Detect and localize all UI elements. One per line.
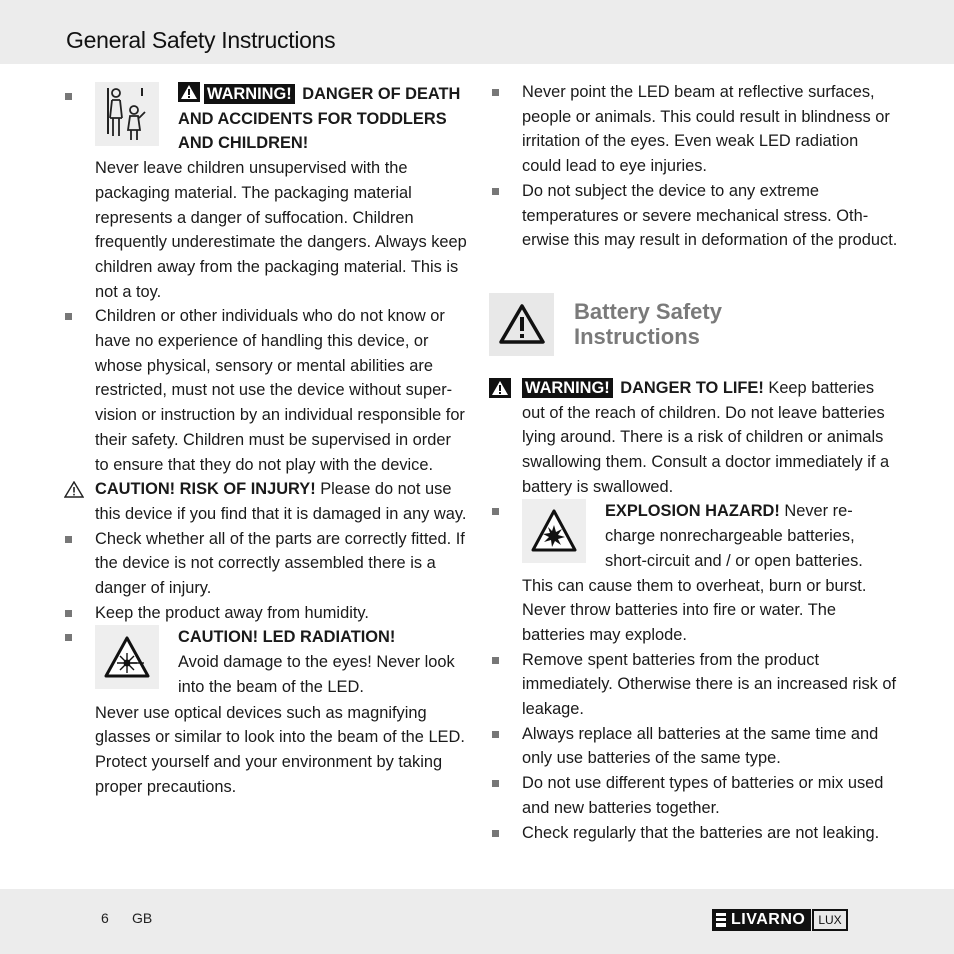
logo-mark-icon — [716, 913, 726, 927]
explosion-item — [489, 499, 901, 647]
led-radiation-item — [62, 625, 468, 799]
list-item — [489, 722, 901, 771]
battery-section-heading — [489, 293, 901, 356]
list-item — [62, 304, 468, 477]
bullet — [65, 313, 72, 320]
warning-triangle-icon — [178, 82, 200, 102]
warning-label: WARNING! — [204, 84, 295, 104]
list-item-text: Keep the product away from humidity. — [95, 603, 369, 622]
warning-triangle-icon — [489, 378, 511, 398]
logo-sub: LUX — [812, 909, 847, 931]
bullet — [492, 508, 499, 515]
page-footer — [0, 889, 954, 954]
list-item — [62, 601, 468, 626]
bullet — [492, 657, 499, 664]
list-item — [489, 179, 901, 253]
led-body: Avoid damage to the eyes! Never look into the beam of the LED. — [178, 653, 455, 696]
list-item — [489, 648, 901, 722]
warning-title: DANGER TO LIFE! — [620, 378, 764, 397]
right-column — [489, 80, 901, 845]
list-item — [62, 527, 468, 601]
caution-injury-item — [62, 477, 468, 526]
section-title-line2: Instructions — [574, 324, 700, 350]
warning-label: WARNING! — [522, 378, 613, 398]
explosion-title: EXPLOSION HAZARD! — [605, 502, 780, 521]
list-item — [489, 80, 901, 179]
section-title: Battery Safety — [574, 299, 722, 325]
caution-triangle-icon — [64, 481, 84, 498]
bullet — [492, 830, 499, 837]
list-item-text: Remove spent batteries from the product immediately. Otherwise there is an increased risk of leakage. — [522, 650, 897, 719]
explosion-hazard-icon — [522, 499, 586, 563]
caution-body: Please do not use this device if you find that it is damaged in any way. — [95, 480, 467, 523]
explosion-body: Never re-charge nonrechargeable batteries, short-circuit and / or open batteries. — [605, 502, 863, 570]
warning-body: Keep batteries out of the reach of children. Do not leave batteries lying around. There is a risk of children or animals swallowing them. Consult a doctor immediately if a battery is swallowed. — [522, 378, 890, 496]
bullet — [65, 634, 72, 641]
warning-battery-item — [489, 376, 901, 500]
led-title: CAUTION! LED RADIATION! — [178, 628, 396, 647]
left-column — [62, 80, 468, 799]
bullet — [492, 188, 499, 195]
explosion-body-continued: This can cause them to overheat, burn or burst. Never throw batteries into fire or water. The batteries may explode. — [522, 576, 867, 644]
list-item-text: Check whether all of the parts are correctly fitted. If the device is not correctly assembled there is a danger of injury. — [95, 529, 465, 598]
warning-triangle-icon — [489, 293, 554, 356]
list-item-text: Do not subject the device to any extreme temperatures or severe mechanical stress. Oth-erwise this may result in deformation of the product. — [522, 181, 898, 250]
bullet — [492, 780, 499, 787]
brand-logo — [712, 909, 848, 931]
list-item-text: Do not use different types of batteries or mix used and new batteries together. — [522, 774, 884, 817]
list-item-text: Children or other individuals who do not know or have no experience of handling this device, or whose physical, sensory or mental abilities are restricted, must not use the device without super-vision or instruction by an individual responsible for their safety. Children must be supervised in order to ensure that they do not play with the device. — [95, 307, 465, 474]
bullet — [492, 731, 499, 738]
list-item-text: Check regularly that the batteries are not leaking. — [522, 823, 880, 842]
bullet — [65, 536, 72, 543]
bullet — [65, 610, 72, 617]
list-item — [489, 821, 901, 846]
led-body-continued: Never use optical devices such as magnifying glasses or similar to look into the beam of the LED. Protect yourself and your environment by taking proper precautions. — [95, 703, 465, 796]
list-item — [489, 771, 901, 820]
warning-children-item — [62, 80, 468, 304]
caution-title: CAUTION! RISK OF INJURY! — [95, 480, 316, 499]
page-number: 6 — [101, 910, 109, 926]
page-title: General Safety Instructions — [66, 27, 336, 53]
bullet — [492, 89, 499, 96]
page-header — [0, 0, 954, 64]
list-item-text: Always replace all batteries at the same time and only use batteries of the same type. — [522, 724, 879, 768]
logo-text: LIVARNO — [731, 911, 806, 928]
list-item-text: Never point the LED beam at reflective surfaces, people or animals. This could result in blindness or irritation of the eyes. Even weak LED radiation could lead to eye injuries. — [522, 83, 890, 176]
warning-title: DANGER OF DEATH AND ACCIDENTS FOR TODDLERS AND CHILDREN! — [178, 85, 461, 153]
laser-hazard-icon — [95, 625, 159, 689]
warning-body: Never leave children unsupervised with the packaging material. The packaging material represents a danger of suffocation. Children frequently underestimate the dangers. Always keep children away from the packaging material. This is not a toy. — [95, 159, 467, 301]
bullet — [65, 93, 72, 100]
child-hazard-icon — [95, 82, 159, 146]
language-code: GB — [132, 910, 153, 926]
